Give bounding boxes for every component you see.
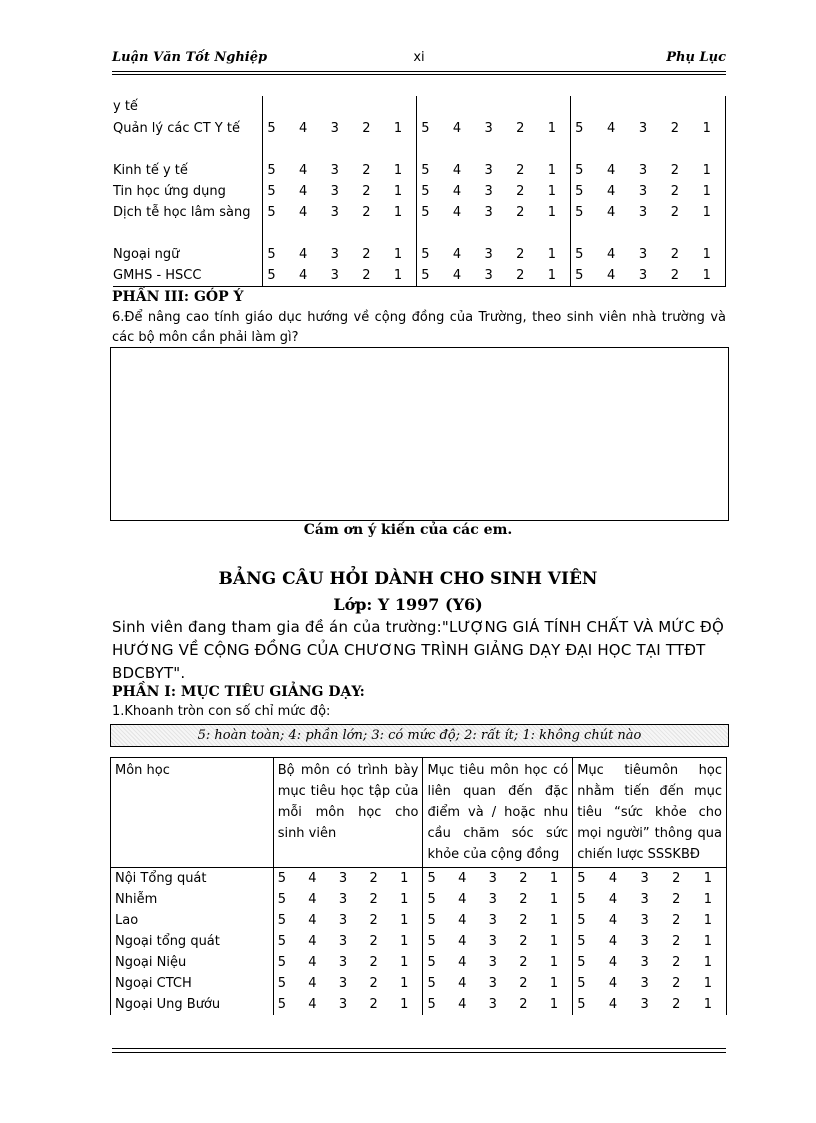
rating-option[interactable]: 5 (575, 247, 584, 262)
rating-option[interactable]: 3 (640, 976, 649, 991)
table-row (113, 244, 726, 265)
rating-option[interactable]: 3 (338, 976, 348, 991)
table-row (111, 868, 727, 890)
rating-option[interactable]: 5 (577, 871, 586, 886)
rating-option[interactable]: 4 (308, 934, 317, 949)
rating-option[interactable]: 5 (427, 913, 436, 928)
rating-cell (263, 244, 417, 265)
rating-option[interactable]: 4 (299, 184, 308, 199)
rating-option[interactable]: 1 (547, 121, 557, 136)
rating-option[interactable]: 4 (607, 205, 616, 220)
rating-option[interactable]: 2 (369, 871, 378, 886)
rating-option[interactable]: 5 (277, 913, 286, 928)
rating-option[interactable]: 5 (277, 997, 286, 1012)
subject-label: Ngoại Ung Bướu (111, 994, 274, 1015)
rating-option[interactable]: 4 (607, 163, 616, 178)
rating-option[interactable]: 4 (458, 997, 467, 1012)
rating-cell (417, 265, 571, 287)
rating-option[interactable]: 1 (393, 184, 403, 199)
rating-option[interactable]: 5 (575, 205, 584, 220)
rating-option[interactable]: 1 (400, 892, 409, 907)
rating-cell (571, 118, 726, 160)
subject-label: Dịch tễ học lâm sàng (113, 205, 251, 220)
table-row (113, 202, 726, 244)
rating-option[interactable]: 1 (702, 121, 711, 136)
subject-label: Nhiễm (111, 889, 274, 910)
rating-option[interactable]: 5 (421, 121, 430, 136)
rating-option[interactable]: 1 (703, 976, 712, 991)
rating-option[interactable]: 3 (330, 163, 339, 178)
rating-option[interactable]: 1 (549, 976, 559, 991)
rating-option[interactable]: 4 (458, 934, 467, 949)
header-col3: Mục tiêumôn học nhằm tiến đến mục tiêu “sức khỏe cho mọi người” thông qua chiến lược SSSKBĐ (573, 758, 727, 868)
rating-option[interactable]: 5 (267, 163, 276, 178)
rating-option[interactable]: 1 (549, 955, 559, 970)
rating-option[interactable]: 2 (670, 184, 680, 199)
rating-option[interactable]: 5 (267, 268, 276, 283)
rating-option[interactable]: 4 (452, 163, 462, 178)
rating-option[interactable]: 3 (638, 268, 648, 283)
rating-option[interactable]: 2 (362, 184, 371, 199)
table-row (111, 973, 727, 994)
rating-option[interactable]: 4 (452, 121, 462, 136)
rating-option[interactable]: 3 (640, 892, 649, 907)
rating-cell (417, 181, 571, 202)
rating-option[interactable]: 3 (338, 955, 348, 970)
rating-option[interactable]: 5 (427, 997, 436, 1012)
rating-option[interactable]: 2 (672, 934, 681, 949)
rating-option[interactable]: 4 (452, 247, 462, 262)
rating-option[interactable]: 5 (575, 268, 584, 283)
rating-option[interactable]: 1 (549, 871, 559, 886)
rating-option[interactable]: 1 (400, 871, 409, 886)
rating-option[interactable]: 4 (308, 955, 317, 970)
rating-option[interactable]: 1 (393, 121, 403, 136)
rating-option[interactable]: 3 (488, 997, 497, 1012)
rating-cell (417, 244, 571, 265)
rating-cell (263, 265, 417, 287)
rating-option[interactable]: 3 (640, 997, 649, 1012)
rating-option[interactable]: 5 (577, 976, 586, 991)
table-row (111, 952, 727, 973)
rating-option[interactable]: 2 (362, 205, 371, 220)
rating-option[interactable]: 4 (308, 976, 317, 991)
footer-rule (112, 1048, 726, 1049)
rating-option[interactable]: 4 (308, 892, 317, 907)
rating-option[interactable]: 4 (458, 892, 467, 907)
rating-option[interactable]: 4 (607, 268, 616, 283)
rating-option[interactable]: 2 (670, 247, 680, 262)
rating-option[interactable]: 2 (369, 997, 378, 1012)
rating-option[interactable]: 2 (672, 913, 681, 928)
rating-cell (573, 889, 727, 910)
rating-option[interactable]: 4 (299, 268, 308, 283)
rating-option[interactable]: 5 (277, 871, 286, 886)
rating-option[interactable]: 2 (519, 913, 528, 928)
subject-label: Kinh tế y tế (113, 163, 188, 178)
rating-option[interactable]: 2 (369, 934, 378, 949)
rating-option[interactable]: 5 (577, 934, 586, 949)
rating-option[interactable]: 5 (577, 913, 586, 928)
rating-option[interactable]: 2 (672, 997, 681, 1012)
rating-option[interactable]: 5 (427, 871, 436, 886)
table-row (113, 160, 726, 181)
rating-option[interactable]: 5 (575, 163, 584, 178)
rating-option[interactable]: 1 (702, 163, 711, 178)
rating-option[interactable]: 2 (519, 976, 528, 991)
subject-label: y tế (113, 99, 138, 114)
rating-option[interactable]: 4 (608, 934, 618, 949)
rating-option[interactable]: 3 (338, 892, 348, 907)
subject-label: Ngoại Niệu (111, 952, 274, 973)
rating-option[interactable]: 5 (577, 892, 586, 907)
rating-cell (417, 96, 571, 118)
header-subject: Môn học (111, 758, 274, 868)
rating-option[interactable]: 3 (488, 871, 497, 886)
rating-option[interactable]: 4 (452, 184, 462, 199)
rating-option[interactable]: 2 (519, 892, 528, 907)
footer-rule-double (112, 1052, 726, 1053)
rating-option[interactable]: 2 (362, 247, 371, 262)
rating-cell (423, 973, 573, 994)
rating-option[interactable]: 3 (638, 163, 648, 178)
rating-option[interactable]: 2 (516, 247, 525, 262)
rating-option[interactable]: 3 (640, 871, 649, 886)
header-right-title: Phụ Lục (666, 50, 726, 65)
rating-option[interactable]: 4 (608, 955, 618, 970)
subject-label: Tin học ứng dụng (113, 184, 226, 199)
rating-option[interactable]: 4 (608, 871, 618, 886)
rating-cell (573, 868, 727, 890)
rating-option[interactable]: 2 (519, 871, 528, 886)
rating-option[interactable]: 4 (458, 976, 467, 991)
rating-option[interactable]: 2 (516, 268, 525, 283)
header-col1: Bộ môn có trình bày mục tiêu học tập của mỗi môn học cho sinh viên (273, 758, 423, 868)
rating-option[interactable]: 3 (330, 184, 339, 199)
rating-option[interactable]: 2 (672, 955, 681, 970)
rating-option[interactable]: 1 (400, 934, 409, 949)
rating-option[interactable]: 1 (547, 247, 557, 262)
rating-option[interactable]: 3 (640, 955, 649, 970)
rating-option[interactable]: 4 (608, 976, 618, 991)
rating-option[interactable]: 5 (577, 997, 586, 1012)
rating-option[interactable]: 5 (267, 247, 276, 262)
rating-cell (273, 931, 423, 952)
comment-box[interactable] (110, 347, 729, 521)
rating-cell (273, 868, 423, 890)
rating-option[interactable]: 1 (702, 247, 711, 262)
rating-option[interactable]: 4 (458, 871, 467, 886)
table-row (113, 96, 726, 118)
rating-option[interactable]: 3 (484, 163, 493, 178)
rating-option[interactable]: 5 (267, 184, 276, 199)
rating-option[interactable]: 2 (672, 871, 681, 886)
rating-option[interactable]: 1 (702, 268, 711, 283)
rating-option[interactable]: 2 (369, 955, 378, 970)
rating-option[interactable]: 1 (400, 976, 409, 991)
rating-option[interactable]: 1 (393, 163, 403, 178)
rating-option[interactable]: 3 (330, 247, 339, 262)
rating-option[interactable]: 1 (547, 184, 557, 199)
rating-option[interactable]: 1 (547, 205, 557, 220)
rating-cell (263, 118, 417, 160)
rating-cell (423, 868, 573, 890)
survey-title: BẢNG CÂU HỎI DÀNH CHO SINH VIÊN (218, 569, 598, 589)
rating-option[interactable]: 2 (670, 163, 680, 178)
rating-option[interactable]: 4 (452, 268, 462, 283)
subject-label: Ngoại CTCH (111, 973, 274, 994)
survey-intro: Sinh viên đang tham gia đề án của trường:"LƯỢNG GIÁ TÍNH CHẤT VÀ MỨC ĐỘ HƯỚNG VỀ CỘNG ĐỒNG CỦA CHƯƠNG TRÌNH GIẢNG DẠY ĐẠI HỌC TẠI TTĐT BDCBYT". (112, 618, 724, 682)
rating-cell (423, 889, 573, 910)
rating-cell (273, 910, 423, 931)
rating-option[interactable]: 1 (400, 955, 409, 970)
subject-label: GMHS - HSCC (113, 265, 263, 287)
rating-option[interactable]: 3 (638, 184, 648, 199)
rating-cell (263, 160, 417, 181)
rating-cell (571, 265, 726, 287)
rating-option[interactable]: 3 (488, 892, 497, 907)
rating-option[interactable]: 2 (369, 913, 378, 928)
rating-option[interactable]: 1 (703, 934, 712, 949)
rating-option[interactable]: 3 (484, 247, 493, 262)
table-row (111, 910, 727, 931)
rating-cell (273, 889, 423, 910)
rating-option[interactable]: 2 (519, 997, 528, 1012)
rating-option[interactable]: 2 (516, 184, 525, 199)
rating-cell (423, 931, 573, 952)
rating-option[interactable]: 5 (421, 268, 430, 283)
rating-option[interactable]: 4 (608, 892, 618, 907)
rating-option[interactable]: 3 (338, 934, 348, 949)
rating-option[interactable]: 4 (452, 205, 462, 220)
rating-option[interactable]: 2 (362, 163, 371, 178)
part1-title: PHẦN I: MỤC TIÊU GIẢNG DẠY: (112, 684, 365, 700)
table-row (113, 265, 726, 287)
rating-option[interactable]: 2 (672, 976, 681, 991)
subject-label: Ngoại tổng quát (111, 931, 274, 952)
rating-option[interactable]: 3 (640, 913, 649, 928)
header-left-title: Luận Văn Tốt Nghiệp (112, 50, 268, 65)
rating-option[interactable]: 5 (427, 955, 436, 970)
rating-cell (423, 910, 573, 931)
header-rule-double (112, 74, 726, 75)
rating-option[interactable]: 2 (516, 163, 525, 178)
subject-label: Quản lý các CT Y tế (113, 121, 240, 136)
rating-option[interactable]: 1 (703, 892, 712, 907)
rating-option[interactable]: 4 (607, 247, 616, 262)
rating-option[interactable]: 4 (308, 913, 317, 928)
rating-option[interactable]: 2 (670, 268, 680, 283)
rating-option[interactable]: 5 (421, 247, 430, 262)
rating-cell (571, 96, 726, 118)
thanks-text: Cám ơn ý kiến của các em. (303, 522, 513, 538)
rating-option[interactable]: 5 (267, 121, 276, 136)
rating-option[interactable]: 1 (703, 913, 712, 928)
table-row (111, 931, 727, 952)
rating-cell (573, 910, 727, 931)
rating-option[interactable]: 1 (702, 205, 711, 220)
rating-option[interactable]: 3 (484, 205, 493, 220)
rating-option[interactable]: 5 (427, 976, 436, 991)
rating-option[interactable]: 4 (608, 997, 618, 1012)
class-label: Lớp: Y 1997 (Y6) (333, 595, 483, 614)
rating-cell (573, 931, 727, 952)
rating-option[interactable]: 4 (308, 871, 317, 886)
rating-option[interactable]: 5 (575, 121, 584, 136)
rating-cell (571, 181, 726, 202)
part3-title: PHẦN III: GÓP Ý (112, 289, 244, 305)
part3-question: 6.Để nâng cao tính giáo dục hướng về cộng đồng của Trường, theo sinh viên nhà trường và các bộ môn cần phải làm gì? (112, 310, 726, 345)
rating-option[interactable]: 5 (277, 976, 286, 991)
rating-option[interactable]: 4 (299, 121, 308, 136)
rating-option[interactable]: 3 (484, 268, 493, 283)
rating-option[interactable]: 3 (638, 247, 648, 262)
rating-option[interactable]: 1 (549, 934, 559, 949)
rating-cell (417, 118, 571, 160)
rating-option[interactable]: 5 (421, 205, 430, 220)
table-row (111, 889, 727, 910)
rating-option[interactable]: 5 (427, 934, 436, 949)
rating-option[interactable]: 5 (427, 892, 436, 907)
rating-option[interactable]: 3 (338, 997, 348, 1012)
rating-option[interactable]: 2 (516, 121, 525, 136)
rating-option[interactable]: 5 (577, 955, 586, 970)
table-header-row (111, 758, 727, 868)
rating-option[interactable]: 1 (400, 997, 409, 1012)
subject-label: Nội Tổng quát (111, 868, 274, 890)
rating-option[interactable]: 1 (393, 268, 403, 283)
rating-option[interactable]: 3 (488, 955, 497, 970)
rating-option[interactable]: 1 (549, 997, 559, 1012)
rating-cell (273, 973, 423, 994)
rating-option[interactable]: 5 (277, 892, 286, 907)
rating-option[interactable]: 4 (608, 913, 618, 928)
rating-option[interactable]: 3 (338, 871, 348, 886)
rating-option[interactable]: 3 (488, 934, 497, 949)
rating-option[interactable]: 4 (299, 163, 308, 178)
rating-option[interactable]: 5 (277, 934, 286, 949)
rating-cell (273, 994, 423, 1015)
rating-option[interactable]: 3 (488, 976, 497, 991)
rating-option[interactable]: 1 (547, 268, 557, 283)
top-rating-table (113, 96, 726, 287)
rating-cell (417, 160, 571, 181)
rating-option[interactable]: 4 (299, 247, 308, 262)
rating-option[interactable]: 3 (330, 205, 339, 220)
rating-option[interactable]: 5 (277, 955, 286, 970)
rating-option[interactable]: 2 (369, 976, 378, 991)
rating-option[interactable]: 3 (330, 268, 339, 283)
objectives-table (110, 757, 727, 1015)
rating-option[interactable]: 3 (338, 913, 348, 928)
rating-option[interactable]: 3 (488, 913, 497, 928)
rating-option[interactable]: 3 (484, 184, 493, 199)
page-number: xi (413, 50, 425, 65)
rating-option[interactable]: 2 (519, 934, 528, 949)
rating-cell (423, 994, 573, 1015)
rating-option[interactable]: 2 (369, 892, 378, 907)
header-col2: Mục tiêu môn học có liên quan đến đặc điểm và / hoặc nhu cầu chăm sóc sức khỏe của cộng đồng (423, 758, 573, 868)
rating-option[interactable]: 4 (458, 955, 467, 970)
rating-cell (571, 244, 726, 265)
rating-cell (263, 96, 417, 118)
rating-option[interactable]: 4 (607, 121, 616, 136)
rating-option[interactable]: 3 (638, 205, 648, 220)
rating-option[interactable]: 4 (607, 184, 616, 199)
rating-cell (263, 202, 417, 244)
table-row (113, 118, 726, 160)
page-header (112, 50, 726, 70)
rating-option[interactable]: 1 (393, 205, 403, 220)
rating-option[interactable]: 1 (400, 913, 409, 928)
rating-cell (573, 994, 727, 1015)
rating-option[interactable]: 4 (299, 205, 308, 220)
rating-option[interactable]: 1 (393, 247, 403, 262)
rating-option[interactable]: 2 (362, 121, 371, 136)
rating-option[interactable]: 5 (421, 184, 430, 199)
rating-option[interactable]: 2 (516, 205, 525, 220)
subject-label: Lao (111, 910, 274, 931)
table-row (111, 994, 727, 1015)
rating-option[interactable]: 1 (702, 184, 711, 199)
rating-option[interactable]: 2 (362, 268, 371, 283)
instruction-text: 1.Khoanh tròn con số chỉ mức độ: (112, 704, 331, 719)
rating-option[interactable]: 1 (703, 997, 712, 1012)
rating-option[interactable]: 4 (308, 997, 317, 1012)
rating-option[interactable]: 1 (547, 163, 557, 178)
rating-option[interactable]: 2 (672, 892, 681, 907)
subject-label: Ngoại ngữ (113, 247, 180, 262)
rating-cell (573, 973, 727, 994)
rating-option[interactable]: 2 (519, 955, 528, 970)
rating-option[interactable]: 1 (703, 871, 712, 886)
rating-option[interactable]: 3 (638, 121, 648, 136)
rating-option[interactable]: 3 (484, 121, 493, 136)
rating-option[interactable]: 5 (421, 163, 430, 178)
rating-option[interactable]: 1 (549, 892, 559, 907)
rating-cell (273, 952, 423, 973)
rating-cell (571, 160, 726, 181)
rating-option[interactable]: 3 (330, 121, 339, 136)
header-rule (112, 71, 726, 72)
table-row (113, 181, 726, 202)
rating-option[interactable]: 5 (267, 205, 276, 220)
scale-legend: 5: hoàn toàn; 4: phần lớn; 3: có mức độ; 2: rất ít; 1: không chút nào (110, 724, 729, 747)
rating-cell (573, 952, 727, 973)
rating-option[interactable]: 1 (549, 913, 559, 928)
rating-option[interactable]: 4 (458, 913, 467, 928)
rating-option[interactable]: 1 (703, 955, 712, 970)
rating-cell (263, 181, 417, 202)
rating-option[interactable]: 5 (575, 184, 584, 199)
rating-cell (571, 202, 726, 244)
rating-option[interactable]: 2 (670, 205, 680, 220)
rating-cell (423, 952, 573, 973)
rating-option[interactable]: 2 (670, 121, 680, 136)
rating-option[interactable]: 3 (640, 934, 649, 949)
rating-cell (417, 202, 571, 244)
